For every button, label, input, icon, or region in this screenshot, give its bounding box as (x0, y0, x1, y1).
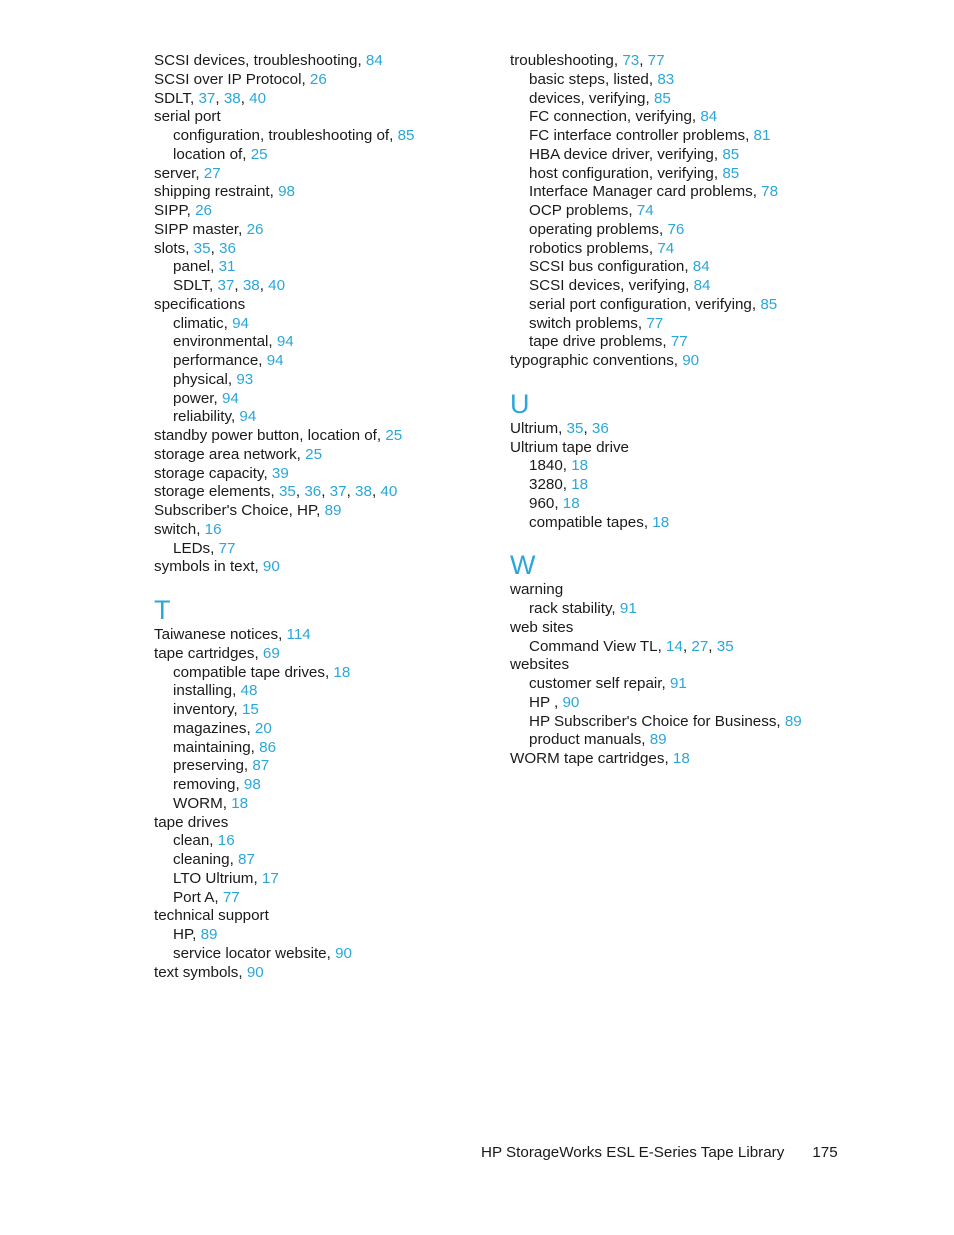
page-link[interactable]: 73 (622, 52, 640, 69)
entry-term: removing, (173, 776, 244, 793)
page-separator: , (708, 637, 717, 655)
page-link[interactable]: 37 (217, 277, 235, 294)
entry-term: operating problems, (529, 220, 668, 238)
page-link[interactable]: 85 (653, 89, 671, 107)
page-link[interactable]: 16 (217, 832, 235, 850)
page-link[interactable]: 35 (716, 637, 734, 655)
page-link[interactable]: 94 (239, 408, 257, 426)
index-subentry (510, 638, 930, 657)
page-link[interactable]: 91 (619, 600, 637, 617)
index-subentry (154, 851, 574, 870)
page-link[interactable]: 17 (261, 869, 279, 887)
entry-term: Ultrium, (510, 419, 567, 437)
entry-term: HP Subscriber's Choice for Business, (529, 712, 785, 730)
index-entry (154, 907, 574, 926)
entry-term: typographic conventions, (510, 352, 683, 369)
page-link[interactable]: 84 (693, 277, 711, 294)
index-subentry (510, 165, 930, 184)
index-subentry (154, 832, 574, 851)
entry-term: installing, (173, 682, 241, 700)
index-subentry (510, 108, 930, 127)
page-separator: , (295, 483, 305, 501)
footer-title: HP StorageWorks ESL E-Series Tape Library (481, 1144, 785, 1161)
page-link[interactable]: 76 (667, 220, 685, 238)
entry-term: SCSI over IP Protocol, (154, 70, 310, 88)
page-link[interactable]: 84 (365, 52, 383, 69)
page-link[interactable]: 77 (222, 888, 240, 906)
page-link[interactable]: 77 (647, 52, 665, 69)
index-letter-heading: W (510, 550, 536, 581)
index-entry (510, 581, 930, 600)
index-entry (154, 814, 574, 833)
page-link[interactable]: 35 (566, 419, 584, 437)
page-separator: , (682, 637, 692, 655)
entry-term: SCSI devices, troubleshooting, (154, 52, 366, 69)
index-subentry (510, 221, 930, 240)
page-link[interactable]: 25 (305, 445, 323, 463)
entry-term: storage area network, (154, 445, 306, 463)
entry-term: HP , (529, 693, 563, 711)
page-link[interactable]: 18 (672, 750, 690, 767)
entry-term: Ultrium tape drive (510, 438, 630, 456)
entry-term: basic steps, listed, (529, 70, 658, 88)
entry-term: technical support (154, 907, 269, 925)
page-link[interactable]: 39 (271, 464, 289, 482)
page-link[interactable]: 90 (246, 963, 264, 981)
page-link[interactable]: 90 (262, 558, 280, 576)
entry-term: shipping restraint, (154, 183, 279, 201)
entry-term: 1840, (529, 457, 572, 475)
entry-term: Subscriber's Choice, HP, (154, 502, 325, 519)
page-separator: , (234, 277, 243, 294)
entry-term: FC connection, verifying, (529, 108, 701, 126)
index-entry (510, 420, 930, 439)
page-link[interactable]: 38 (355, 483, 372, 501)
index-subentry (510, 694, 930, 713)
entry-term: websites (510, 656, 570, 674)
entry-term: LEDs, (173, 539, 219, 557)
entry-term: WORM, (173, 794, 232, 812)
page-link[interactable]: 89 (784, 712, 802, 730)
entry-term: serial port configuration, verifying, (529, 295, 761, 313)
page-link[interactable]: 87 (238, 851, 255, 868)
page-link[interactable]: 25 (385, 427, 403, 444)
entry-term: tape drive problems, (529, 333, 671, 351)
index-subentry (510, 258, 930, 277)
entry-term: WORM tape cartridges, (510, 750, 673, 767)
entry-term: inventory, (173, 701, 242, 718)
entry-term: tape cartridges, (154, 644, 263, 662)
entry-term: compatible tape drives, (173, 663, 334, 681)
page-link[interactable]: 15 (241, 701, 259, 718)
page-separator: , (215, 89, 224, 107)
index-subentry (510, 675, 930, 694)
index-subentry (154, 926, 574, 945)
index-entry (510, 352, 930, 371)
index-subentry (510, 713, 930, 732)
index-subentry (510, 183, 930, 202)
page-link[interactable]: 14 (666, 637, 683, 655)
page-link[interactable]: 94 (232, 314, 249, 332)
entry-term: physical, (173, 370, 237, 388)
entry-term: server, (154, 164, 204, 182)
entry-term: standby power button, location of, (154, 427, 386, 444)
index-subentry (510, 495, 930, 514)
index-subentry (154, 795, 574, 814)
page-link[interactable]: 85 (760, 295, 778, 313)
index-subentry (154, 945, 574, 964)
page-link[interactable]: 18 (571, 476, 589, 493)
entry-term: switch, (154, 520, 205, 538)
entry-term: product manuals, (529, 731, 650, 749)
page-link[interactable]: 74 (636, 202, 654, 219)
entry-term: maintaining, (173, 738, 260, 756)
page-separator: , (240, 89, 250, 107)
index-subentry (510, 476, 930, 495)
page-link[interactable]: 16 (204, 520, 222, 538)
page-link[interactable]: 86 (259, 738, 277, 756)
page-link[interactable]: 26 (309, 70, 327, 88)
index-subentry (510, 731, 930, 750)
index-subentry (510, 296, 930, 315)
page-link[interactable]: 83 (657, 70, 675, 88)
index-subentry (510, 457, 930, 476)
page-link[interactable]: 77 (218, 539, 236, 557)
entry-term: switch problems, (529, 314, 647, 332)
index-subentry (510, 90, 930, 109)
index-entry (510, 656, 930, 675)
entry-term: HP, (173, 926, 201, 943)
index-subentry (154, 889, 574, 908)
page-link[interactable]: 37 (329, 483, 347, 501)
entry-term: tape drives (154, 813, 229, 831)
page-link[interactable]: 84 (692, 258, 710, 276)
entry-term: FC interface controller problems, (529, 127, 754, 144)
entry-term: power, (173, 389, 222, 407)
entry-term: specifications (154, 295, 246, 313)
entry-term: clean, (173, 832, 218, 850)
index-column-right (510, 52, 930, 769)
page-link[interactable]: 93 (236, 370, 254, 388)
index-subentry (154, 870, 574, 889)
index-subentry (510, 127, 930, 146)
page-link[interactable]: 38 (242, 277, 260, 294)
page-link[interactable]: 27 (691, 637, 709, 655)
page-link[interactable]: 40 (249, 89, 267, 107)
entry-term: serial port (154, 108, 221, 126)
entry-term: SIPP, (154, 202, 196, 219)
page-link[interactable]: 89 (200, 926, 218, 943)
page-link[interactable]: 48 (240, 682, 258, 700)
entry-term: robotics problems, (529, 239, 658, 257)
page-link[interactable]: 18 (562, 494, 580, 512)
entry-term: climatic, (173, 314, 233, 332)
entry-term: SDLT, (173, 277, 218, 294)
entry-term: Taiwanese notices, (154, 626, 287, 643)
entry-term: SCSI devices, verifying, (529, 277, 694, 294)
page-link[interactable]: 40 (268, 277, 286, 294)
page-link[interactable]: 40 (380, 483, 398, 501)
entry-term: SDLT, (154, 89, 199, 107)
entry-term: web sites (510, 618, 574, 636)
page-separator: , (346, 483, 356, 501)
page-link[interactable]: 18 (231, 794, 249, 812)
page-link[interactable]: 94 (276, 333, 294, 351)
page-link[interactable]: 90 (335, 944, 352, 962)
entry-term: Command View TL, (529, 637, 667, 655)
entry-term: host configuration, verifying, (529, 164, 723, 182)
page-link[interactable]: 85 (397, 127, 415, 144)
page-separator: , (321, 483, 330, 501)
entry-term: location of, (173, 145, 251, 163)
page-link[interactable]: 98 (278, 183, 296, 201)
page-link[interactable]: 87 (252, 757, 270, 775)
page-link[interactable]: 31 (218, 258, 236, 276)
entry-term: slots, (154, 239, 194, 257)
entry-term: devices, verifying, (529, 89, 654, 107)
entry-term: service locator website, (173, 944, 336, 962)
page-separator: , (583, 419, 592, 437)
index-subentry (510, 202, 930, 221)
page-separator: , (639, 52, 648, 69)
index-entry (510, 619, 930, 638)
page-link[interactable]: 85 (722, 145, 740, 163)
entry-term: symbols in text, (154, 558, 263, 576)
page-link[interactable]: 26 (195, 202, 212, 219)
page-link[interactable]: 20 (254, 719, 272, 737)
page-link[interactable]: 36 (304, 483, 322, 501)
page-link[interactable]: 94 (266, 352, 284, 369)
entry-term: compatible tapes, (529, 513, 653, 531)
page-link[interactable]: 35 (193, 239, 211, 257)
page-number: 175 (812, 1144, 838, 1161)
page-link[interactable]: 81 (753, 127, 771, 144)
index-entry (510, 750, 930, 769)
page-link[interactable]: 78 (761, 183, 779, 201)
entry-term: storage elements, (154, 483, 279, 501)
entry-term: cleaning, (173, 851, 239, 868)
index-subentry (510, 315, 930, 334)
page-link[interactable]: 90 (562, 693, 580, 711)
page-link[interactable]: 36 (591, 419, 609, 437)
index-subentry (510, 71, 930, 90)
entry-term: environmental, (173, 333, 277, 351)
index-subentry (510, 240, 930, 259)
page-link[interactable]: 26 (246, 220, 264, 238)
index-subentry (510, 333, 930, 352)
page-link[interactable]: 84 (700, 108, 718, 126)
entry-term: text symbols, (154, 963, 247, 981)
index-entry (510, 439, 930, 458)
index-entry (154, 964, 574, 983)
entry-term: panel, (173, 258, 219, 276)
entry-term: troubleshooting, (510, 52, 623, 69)
page-separator: , (259, 277, 269, 294)
entry-term: Interface Manager card problems, (529, 183, 762, 201)
index-subentry (510, 277, 930, 296)
page-link[interactable]: 74 (657, 239, 675, 257)
page-link[interactable]: 69 (262, 644, 280, 662)
page-link[interactable]: 18 (333, 663, 351, 681)
page-link[interactable]: 37 (198, 89, 216, 107)
page-link[interactable]: 77 (670, 333, 688, 351)
page-link[interactable]: 90 (682, 352, 700, 369)
page-link[interactable]: 25 (250, 145, 268, 163)
entry-term: HBA device driver, verifying, (529, 145, 723, 163)
entry-term: SCSI bus configuration, (529, 258, 693, 276)
index-subentry (510, 514, 930, 533)
entry-term: storage capacity, (154, 464, 272, 482)
index-letter-heading: T (154, 595, 171, 625)
page-separator: , (210, 239, 220, 257)
entry-term: performance, (173, 352, 267, 369)
index-subentry (510, 146, 930, 165)
entry-term: configuration, troubleshooting of, (173, 127, 398, 144)
page-link[interactable]: 36 (219, 239, 236, 257)
page-link[interactable]: 89 (324, 502, 342, 519)
index-entry (510, 52, 930, 71)
page-link[interactable]: 27 (203, 164, 221, 182)
page-link[interactable]: 89 (649, 731, 667, 749)
entry-term: 3280, (529, 476, 572, 493)
page-link[interactable]: 85 (722, 164, 740, 182)
page-link[interactable]: 18 (652, 513, 670, 531)
index-letter-heading: U (510, 388, 530, 419)
index-subentry (154, 776, 574, 795)
page-link[interactable]: 38 (223, 89, 241, 107)
page-link[interactable]: 94 (221, 389, 239, 407)
page-link[interactable]: 18 (571, 457, 589, 475)
entry-term: rack stability, (529, 600, 620, 617)
entry-term: warning (510, 581, 564, 599)
entry-term: reliability, (173, 408, 240, 426)
entry-term: preserving, (173, 757, 253, 775)
entry-term: SIPP master, (154, 220, 247, 238)
page-link[interactable]: 77 (646, 314, 664, 332)
entry-term: 960, (529, 494, 563, 512)
page-separator: , (371, 483, 381, 501)
page-footer (481, 1143, 838, 1163)
entry-term: customer self repair, (529, 675, 670, 692)
page-link[interactable]: 91 (669, 675, 687, 692)
entry-term: Port A, (173, 888, 223, 906)
index-subentry (510, 600, 930, 619)
page-link[interactable]: 35 (278, 483, 296, 501)
entry-term: OCP problems, (529, 202, 637, 219)
page-link[interactable]: 114 (286, 626, 311, 643)
entry-term: LTO Ultrium, (173, 869, 262, 887)
entry-term: magazines, (173, 719, 255, 737)
page-link[interactable]: 98 (243, 776, 261, 793)
